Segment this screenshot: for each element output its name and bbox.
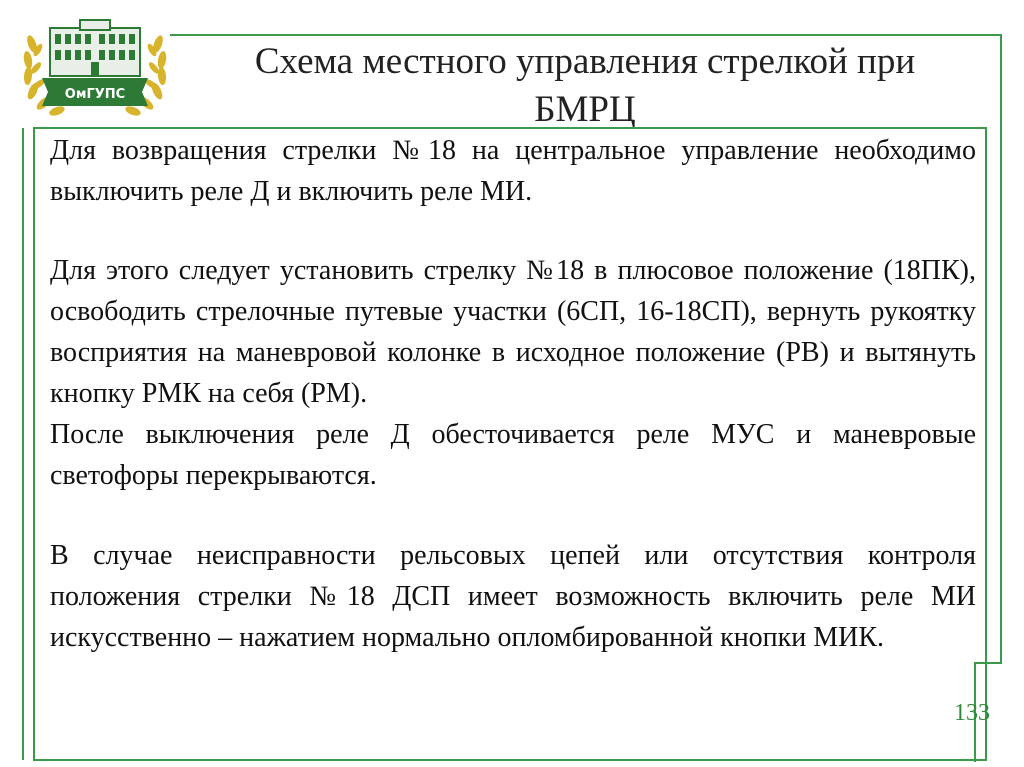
page-number: 133 (954, 700, 990, 726)
paragraph-1: Для возвращения стрелки №18 на центральное управление необходимо выключить реле Д и включить реле МИ. (50, 135, 976, 207)
frame-left-line (22, 128, 24, 760)
logo-text: ОмГУПС (64, 87, 126, 102)
paragraph-3: После выключения реле Д обесточивается реле МУС и маневровые светофоры перекрываются. (50, 419, 976, 491)
frame-right-line (1000, 34, 1002, 662)
university-logo (20, 14, 170, 126)
slide-title: Схема местного управления стрелкой при БМРЦ (254, 41, 916, 130)
paragraph-2: Для этого следует установить стрелку №18 в плюсовое положение (18ПК), освободить стрелочные путевые участки (6СП, 16-18СП), вернуть рукоятку восприятия на маневровой колонке в исходное положение (РВ) и вытянуть кнопку РМК на себя (РМ). (50, 255, 976, 409)
slide-body (50, 130, 976, 658)
university-building-laurel-icon (20, 14, 170, 126)
paragraph-4: В случае неисправности рельсовых цепей или отсутствия контроля положения стрелки №18 ДСП имеет возможность включить реле МИ искусственно – нажатием нормально опломбированной кнопки МИК. (50, 540, 976, 653)
frame-top-line (170, 34, 1002, 36)
